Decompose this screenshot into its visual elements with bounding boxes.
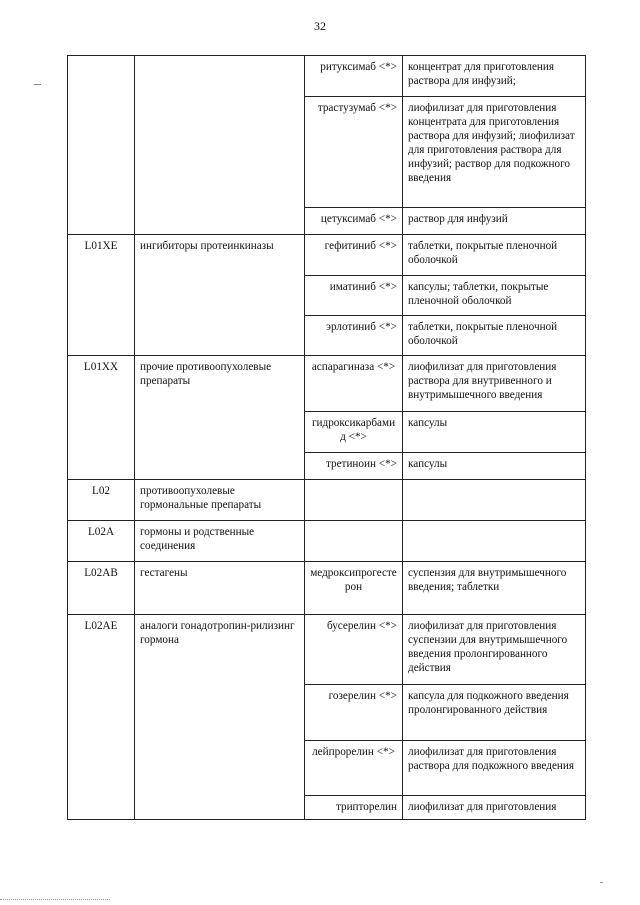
dosage-form-cell [403,480,586,521]
dosage-form-cell: капсулы; таблетки, покрытые пленочной оболочкой [403,276,586,316]
drug-name-cell: медроксипрогестерон [305,562,403,615]
group-name-cell [135,56,305,235]
group-name-cell: гестагены [135,562,305,615]
margin-mark [34,84,41,85]
table-row [68,562,586,615]
table-row [68,56,586,97]
group-name-cell: ингибиторы протеинкиназы [135,235,305,356]
table-row [68,356,586,412]
dosage-form-cell: капсулы [403,412,586,453]
group-name-cell: прочие противоопухолевые препараты [135,356,305,480]
atc-code-cell [68,56,135,235]
dosage-form-cell: лиофилизат для приготовления раствора для подкожного введения [403,741,586,796]
atc-code-cell: L02 [68,480,135,521]
table-row [68,480,586,521]
dosage-form-cell: суспензия для внутримышечного введения; таблетки [403,562,586,615]
dosage-form-cell: таблетки, покрытые пленочной оболочкой [403,316,586,356]
atc-code-cell: L01XX [68,356,135,480]
drug-name-cell: трипторелин [305,796,403,820]
dosage-form-cell: лиофилизат для приготовления раствора для внутривенного и внутримышечного введения [403,356,586,412]
table-row [68,235,586,276]
drug-name-cell: гозерелин <*> [305,685,403,741]
drug-name-cell: ритуксимаб <*> [305,56,403,97]
dosage-form-cell: капсула для подкожного введения пролонгированного действия [403,685,586,741]
scan-edge-line [0,899,110,901]
drug-name-cell [305,521,403,562]
dosage-form-cell: лиофилизат для приготовления концентрата для приготовления раствора для инфузий; лиофилизат для приготовления раствора для инфузий; раствор для подкожного введения [403,97,586,208]
dosage-form-cell: раствор для инфузий [403,208,586,235]
dosage-form-cell: таблетки, покрытые пленочной оболочкой [403,235,586,276]
table-row [68,521,586,562]
drug-name-cell: аспарагиназа <*> [305,356,403,412]
drug-name-cell: лейпрорелин <*> [305,741,403,796]
dosage-form-cell: концентрат для приготовления раствора для инфузий; [403,56,586,97]
drug-name-cell: эрлотиниб <*> [305,316,403,356]
dosage-form-cell: лиофилизат для приготовления суспензии для внутримышечного введения пролонгированного действия [403,615,586,685]
page-number: 32 [314,19,326,33]
dosage-form-cell: лиофилизат для приготовления [403,796,586,820]
drug-name-cell: бусерелин <*> [305,615,403,685]
scan-edge-mark [600,882,603,883]
dosage-form-cell: капсулы [403,453,586,480]
group-name-cell: противоопухолевые гормональные препараты [135,480,305,521]
drug-name-cell [305,480,403,521]
dosage-form-cell [403,521,586,562]
group-name-cell: аналоги гонадотропин-рилизинг гормона [135,615,305,820]
group-name-cell: гормоны и родственные соединения [135,521,305,562]
atc-code-cell: L02A [68,521,135,562]
table-row [68,615,586,685]
atc-code-cell: L01XE [68,235,135,356]
drug-table [67,55,586,820]
drug-name-cell: гефитиниб <*> [305,235,403,276]
drug-name-cell: третиноин <*> [305,453,403,480]
drug-name-cell: цетуксимаб <*> [305,208,403,235]
drug-name-cell: трастузумаб <*> [305,97,403,208]
atc-code-cell: L02AE [68,615,135,820]
atc-code-cell: L02AB [68,562,135,615]
drug-name-cell: гидроксикарбамид <*> [305,412,403,453]
drug-name-cell: иматиниб <*> [305,276,403,316]
